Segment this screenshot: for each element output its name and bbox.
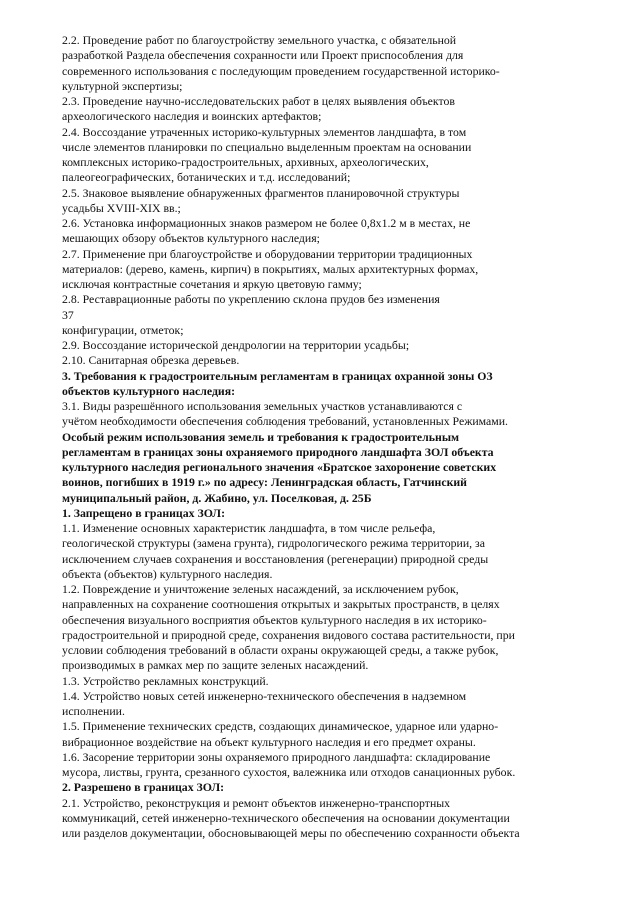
paragraph — [62, 521, 577, 582]
section-heading — [62, 369, 577, 400]
text-line: конфигурации, отметок; — [62, 322, 184, 337]
paragraph — [62, 353, 577, 368]
paragraph — [62, 689, 577, 720]
text-line: палеогеографических, ботанических и т.д. исследований; — [62, 170, 351, 185]
text-line: обеспечения визуального восприятия объектов культурного наследия в их историко- — [62, 612, 487, 627]
paragraph — [62, 323, 577, 338]
text-line: 1.3. Устройство рекламных конструкций. — [62, 673, 269, 688]
text-line: 2. Разрешено в границах ЗОЛ: — [62, 780, 225, 795]
text-line: воинов, погибших в 1919 г.» по адресу: Ленинградская область, Гатчинский — [62, 475, 467, 490]
text-line: 2.4. Воссоздание утраченных историко-культурных элементов ландшафта, в том — [62, 124, 467, 139]
paragraph — [62, 216, 577, 247]
text-line: 3.1. Виды разрешённого использования земельных участков устанавливаются с — [62, 399, 463, 413]
page-number: 37 — [62, 307, 74, 322]
section-heading — [62, 506, 577, 521]
paragraph — [62, 796, 577, 842]
text-line: 2.2. Проведение работ по благоустройству земельного участка, с обязательной — [62, 33, 457, 47]
text-line: 2.8. Реставрационные работы по укреплению склона прудов без изменения — [62, 292, 440, 307]
text-line: градостроительной и природной среде, сохранения видового состава растительности, при — [62, 627, 515, 642]
document-page — [62, 33, 577, 841]
section-heading — [62, 430, 577, 506]
text-line: 1. Запрещено в границах ЗОЛ: — [62, 505, 226, 520]
paragraph — [62, 399, 577, 430]
text-line: 2.10. Санитарная обрезка деревьев. — [62, 353, 240, 368]
paragraph — [62, 186, 577, 217]
text-line: объекта (объектов) культурного наследия. — [62, 566, 273, 581]
text-line: 2.3. Проведение научно-исследовательских работ в целях выявления объектов — [62, 94, 455, 108]
paragraph — [62, 247, 577, 293]
paragraph — [62, 750, 577, 781]
text-line: комплексных историко-градостроительных, архивных, археологических, — [62, 155, 429, 169]
text-line: 1.2. Повреждение и уничтожение зеленых насаждений, за исключением рубок, — [62, 582, 459, 596]
text-line: материалов: (дерево, камень, кирпич) в покрытиях, малых архитектурных формах, — [62, 261, 479, 276]
text-line: исключением случаев сохранения и восстановления (регенерации) природной среды — [62, 551, 489, 566]
text-line: современного использования с последующим проведением государственной историко- — [62, 63, 500, 78]
text-line: культурного наследия регионального значения «Братское захоронение советских — [62, 460, 497, 474]
text-line: коммуникаций, сетей инженерно-технического обеспечения на основании документации — [62, 810, 510, 825]
text-line: 2.6. Установка информационных знаков размером не более 0,8х1.2 м в местах, не — [62, 216, 471, 230]
text-line: 3. Требования к градостроительным регламентам в границах охранной зоны ОЗ — [62, 368, 493, 383]
paragraph — [62, 582, 577, 674]
paragraph — [62, 674, 577, 689]
text-line: 1.5. Применение технических средств, создающих динамическое, ударное или ударно- — [62, 719, 499, 734]
text-line: Особый режим использования земель и требования к градостроительным — [62, 429, 460, 444]
paragraph — [62, 338, 577, 353]
text-line: вибрационное воздействие на объект культурного наследия и его предмет охраны. — [62, 734, 476, 749]
text-line: регламентам в границах зоны охраняемого природного ландшафта ЗОЛ объекта — [62, 444, 494, 459]
paragraph — [62, 33, 577, 94]
text-line: 1.1. Изменение основных характеристик ландшафта, в том числе рельефа, — [62, 521, 436, 535]
text-line: разработкой Раздела обеспечения сохранности или Проект приспособления для — [62, 48, 464, 63]
text-line: 2.7. Применение при благоустройстве и оборудовании территории традиционных — [62, 246, 473, 261]
text-line: исключая контрастные сочетания и яркую цветовую гамму; — [62, 277, 362, 291]
text-line: археологического наследия и воинских артефактов; — [62, 109, 322, 124]
text-line: исполнении. — [62, 704, 125, 718]
text-line: учётом необходимости обеспечения соблюдения требований, установленных Режимами. — [62, 414, 509, 429]
text-line: муниципальный район, д. Жабино, ул. Поселковая, д. 25Б — [62, 490, 372, 505]
text-line: усадьбы XVIII-XIX вв.; — [62, 200, 181, 215]
text-line: условии соблюдения требований в области охраны окружающей среды, а также рубок, — [62, 643, 499, 657]
text-line: мешающих обзору объектов культурного наследия; — [62, 231, 320, 246]
text-line: числе элементов планировки по специально выделенным проектам на основании — [62, 139, 472, 154]
text-line: 1.6. Засорение территории зоны охраняемого природного ландшафта: складирование — [62, 749, 491, 764]
text-line: 2.1. Устройство, реконструкция и ремонт объектов инженерно-транспортных — [62, 795, 451, 810]
text-line: культурной экспертизы; — [62, 78, 183, 93]
text-line: или разделов документации, обосновывающей меры по обеспечению сохранности объекта — [62, 826, 520, 840]
text-line: 2.5. Знаковое выявление обнаруженных фрагментов планировочной структуры — [62, 185, 460, 200]
paragraph — [62, 94, 577, 125]
paragraph — [62, 719, 577, 750]
section-heading — [62, 780, 577, 795]
text-line: объектов культурного наследия: — [62, 383, 236, 398]
paragraph — [62, 125, 577, 186]
paragraph — [62, 292, 577, 307]
text-line: производимых в рамках мер по защите зеленых насаждений. — [62, 658, 369, 673]
text-line: мусора, листвы, грунта, срезанного сухостоя, валежника или отходов санационных рубок. — [62, 765, 516, 779]
text-line: направленных на сохранение соотношения открытых и закрытых пространств, в целях — [62, 597, 500, 612]
text-line: геологической структуры (замена грунта), гидрологического режима территории, за — [62, 536, 485, 551]
text-line: 1.4. Устройство новых сетей инженерно-технического обеспечения в надземном — [62, 688, 467, 703]
text-line: 2.9. Воссоздание исторической дендрологии на территории усадьбы; — [62, 338, 410, 352]
